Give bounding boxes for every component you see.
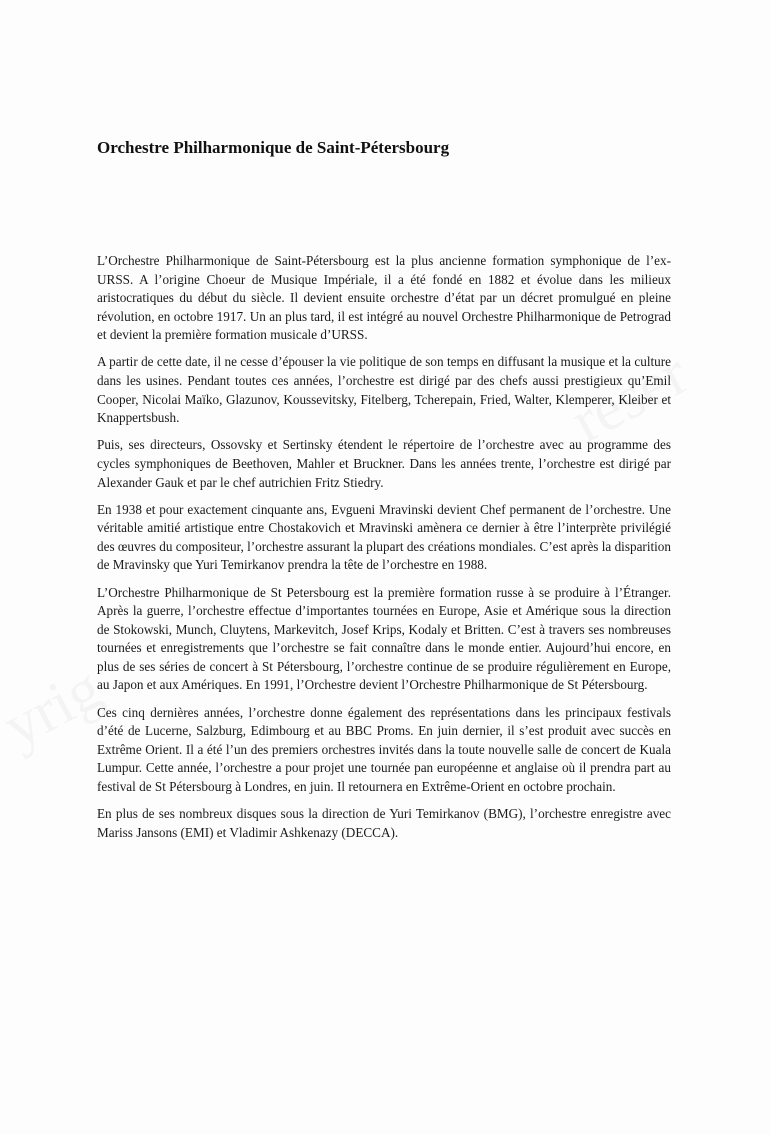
body-text: [97, 252, 671, 851]
page-title: Orchestre Philharmonique de Saint-Pétersbourg: [97, 138, 450, 157]
paragraph-recordings: En plus de ses nombreux disques sous la direction de Yuri Temirkanov (BMG), l’orchestre enregistre avec Mariss Jansons (EMI) et Vladimir Ashkenazy (DECCA).: [97, 806, 671, 840]
paragraph-history: L’Orchestre Philharmonique de Saint-Pétersbourg est la plus ancienne formation symphonique de l’ex-URSS. A l’origine Choeur de Musique Impériale, il a été fondé en 1882 et évolue dans les milieux aristocratiques du début du siècle. Il devient ensuite orchestre d’état par un décret promulgué en pleine révolution, en octobre 1917. Un an plus tard, il est intégré au nouvel Orchestre Philharmonique de Petrograd et devient la première formation musicale d’URSS.: [97, 253, 671, 343]
paragraph-tours: L’Orchestre Philharmonique de St Petersbourg est la première formation russe à se produire à l’Étranger. Après la guerre, l’orchestre effectue d’importantes tournées en Europe, Asie et Amérique sous la direction de Stokowski, Munch, Cluytens, Markevitch, Josef Krips, Kodaly et Britten. C’est à travers ses nombreuses tournées et enregistrements que l’orchestre se fait connaître dans le monde entier. Aujourd’hui encore, en plus de ses séries de concert à St Pétersbourg, l’orchestre continue de se produire régulièrement en Europe, au Japon et aux Amériques. En 1991, l’Orchestre devient l’Orchestre Philharmonique de St Pétersbourg.: [97, 584, 671, 693]
paragraph-repertoire: Puis, ses directeurs, Ossovsky et Sertinsky étendent le répertoire de l’orchestre avec au programme des cycles symphoniques de Beethoven, Mahler et Bruckner. Dans les années trente, l’orchestre est dirigé par Alexander Gauk et par le chef autrichien Fritz Stiedry.: [97, 437, 671, 490]
paragraph-politics: A partir de cette date, il ne cesse d’épouser la vie politique de son temps en diffusant la musique et la culture dans les usines. Pendant toutes ces années, l’orchestre est dirigé par des chefs aussi prestigieux qu’Emil Cooper, Nicolai Maïko, Glazunov, Koussevitsky, Fitelberg, Tcherepain, Fried, Walter, Klemperer, Kleiber et Knappertsbush.: [97, 354, 671, 426]
paragraph-mravinski: En 1938 et pour exactement cinquante ans, Evgueni Mravinski devient Chef permanent de l’orchestre. Une véritable amitié artistique entre Chostakovich et Mravinski amènera ce dernier à être l’interprète privilégié des œuvres du compositeur, l’orchestre assurant la plupart des créations mondiales. C’est après la disparition de Mravinsky que Yuri Temirkanov prendra la tête de l’orchestre en 1988.: [97, 501, 671, 573]
paragraph-festivals: Ces cinq dernières années, l’orchestre donne également des représentations dans les principaux festivals d’été de Lucerne, Salzburg, Edimbourg et au BBC Proms. En juin dernier, il s’est produit avec succès en Extrême Orient. Il a été l’un des premiers orchestres invités dans la toute nouvelle salle de concert de Kuala Lumpur. Cette année, l’orchestre a pour projet une tournée pan européenne et anglaise où il prendra part au festival de St Pétersbourg à Londres, en juin. Il retournera en Extrême-Orient en octobre prochain.: [97, 704, 671, 794]
